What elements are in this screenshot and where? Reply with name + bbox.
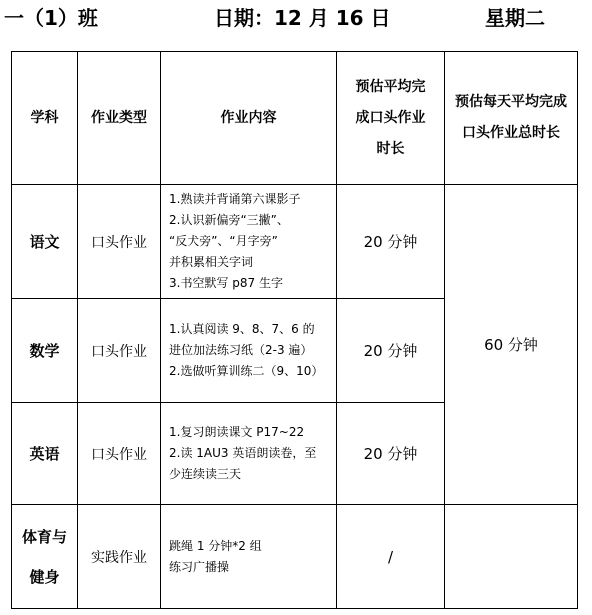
content-line: 3.书空默写 p87 生字 <box>169 276 283 290</box>
type-cell: 口头作业 <box>78 299 161 403</box>
col-header-type: 作业类型 <box>78 52 161 185</box>
content-line: 2.认识新偏旁“三撇”、 <box>169 213 289 227</box>
content-line: 少连续读三天 <box>169 467 242 481</box>
col-header-est-time-line: 时长 <box>376 140 405 157</box>
type-cell: 实践作业 <box>78 505 161 609</box>
subject-cell: 数学 <box>12 299 78 403</box>
col-header-subject: 学科 <box>12 52 78 185</box>
col-header-est-time <box>337 52 445 185</box>
weekday-label: 星期二 <box>485 6 545 30</box>
table-row <box>12 185 578 299</box>
type-cell: 口头作业 <box>78 185 161 299</box>
empty-cell <box>445 505 578 609</box>
total-time-cell: 60 分钟 <box>445 185 578 505</box>
subject-line: 健身 <box>29 567 60 586</box>
col-header-total-time-line: 预估每天平均完成 <box>455 94 567 110</box>
content-cell <box>161 299 337 403</box>
subject-line: 体育与 <box>21 527 67 546</box>
content-line: “反犬旁”、“月字旁” <box>169 234 278 248</box>
subject-cell: 语文 <box>12 185 78 299</box>
duration-cell: 20 分钟 <box>337 185 445 299</box>
content-cell <box>161 403 337 505</box>
content-line: 1.复习朗读课文 P17~22 <box>169 425 305 439</box>
content-line: 2.读 1AU3 英语朗读卷，至 <box>169 446 317 460</box>
header-row <box>12 52 578 185</box>
subject-cell <box>12 505 78 609</box>
content-cell <box>161 505 337 609</box>
homework-table <box>11 51 578 609</box>
duration-cell: / <box>337 505 445 609</box>
subject-cell: 英语 <box>12 403 78 505</box>
content-line: 2.选做听算训练二（9、10） <box>169 364 324 378</box>
col-header-content: 作业内容 <box>161 52 337 185</box>
content-line: 并积累相关字词 <box>169 255 254 269</box>
col-header-total-time-line: 口头作业总时长 <box>462 125 560 141</box>
content-line: 1.认真阅读 9、8、7、6 的 <box>169 322 315 336</box>
col-header-total-time <box>445 52 578 185</box>
duration-cell: 20 分钟 <box>337 403 445 505</box>
col-header-est-time-line: 成口头作业 <box>355 109 426 126</box>
content-line: 跳绳 1 分钟*2 组 <box>169 538 262 553</box>
type-cell: 口头作业 <box>78 403 161 505</box>
content-line: 1.熟读并背诵第六课影子 <box>169 192 301 206</box>
table-row <box>12 505 578 609</box>
class-name: 一（1）班 <box>4 6 98 30</box>
duration-cell: 20 分钟 <box>337 299 445 403</box>
content-line: 进位加法练习纸（2-3 遍） <box>169 343 313 357</box>
date-label: 日期：12 月 16 日 <box>214 6 391 30</box>
col-header-est-time-line: 预估平均完 <box>355 78 426 95</box>
content-line: 练习广播操 <box>169 559 230 574</box>
content-cell <box>161 185 337 299</box>
